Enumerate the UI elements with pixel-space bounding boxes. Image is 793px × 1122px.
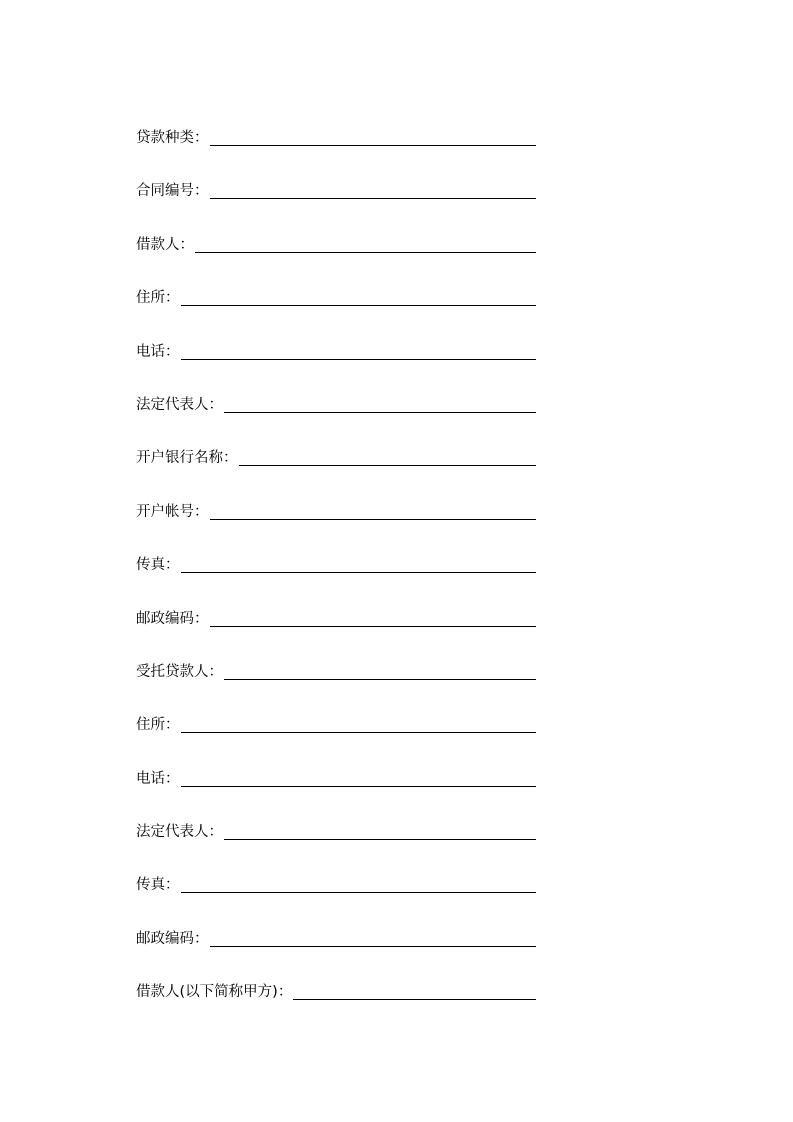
field-label: 开户银行名称：	[136, 450, 238, 467]
blank-line[interactable]	[181, 304, 537, 306]
blank-line[interactable]	[210, 144, 537, 146]
field-lender-address	[136, 682, 536, 735]
field-fax	[136, 522, 536, 575]
field-label: 借款人(以下简称甲方)：	[136, 984, 293, 1001]
field-bank-name	[136, 415, 536, 468]
field-phone	[136, 308, 536, 361]
field-postal-code	[136, 575, 536, 628]
field-label: 传真：	[136, 557, 180, 574]
field-label: 电话：	[136, 343, 180, 360]
field-lender-phone	[136, 735, 536, 788]
blank-line[interactable]	[293, 998, 536, 1000]
blank-line[interactable]	[181, 891, 537, 893]
field-label: 住所：	[136, 717, 180, 734]
field-label: 住所：	[136, 290, 180, 307]
field-loan-type	[136, 128, 536, 148]
field-label: 法定代表人：	[136, 824, 223, 841]
field-entrusted-lender	[136, 629, 536, 682]
field-label: 受托贷款人：	[136, 663, 223, 680]
blank-line[interactable]	[210, 518, 537, 520]
field-account-number	[136, 468, 536, 521]
field-borrower	[136, 201, 536, 254]
field-label: 邮政编码：	[136, 930, 209, 947]
field-borrower-party-a	[136, 949, 536, 1002]
blank-line[interactable]	[224, 678, 536, 680]
blank-line[interactable]	[181, 571, 537, 573]
blank-line[interactable]	[210, 945, 537, 947]
field-label: 电话：	[136, 770, 180, 787]
field-label: 传真：	[136, 877, 180, 894]
field-lender-postal-code	[136, 895, 536, 948]
field-label: 邮政编码：	[136, 610, 209, 627]
field-label: 法定代表人：	[136, 396, 223, 413]
field-contract-number	[136, 148, 536, 201]
blank-line[interactable]	[181, 731, 537, 733]
field-lender-fax	[136, 842, 536, 895]
field-label: 贷款种类：	[136, 130, 209, 146]
field-legal-representative	[136, 362, 536, 415]
form-fields	[136, 128, 536, 1002]
blank-line[interactable]	[224, 838, 536, 840]
field-lender-legal-representative	[136, 789, 536, 842]
blank-line[interactable]	[181, 358, 537, 360]
blank-line[interactable]	[239, 464, 537, 466]
blank-line[interactable]	[224, 411, 536, 413]
blank-line[interactable]	[181, 785, 537, 787]
field-label: 合同编号：	[136, 183, 209, 200]
blank-line[interactable]	[195, 251, 536, 253]
field-label: 开户帐号：	[136, 503, 209, 520]
blank-line[interactable]	[210, 197, 537, 199]
field-address	[136, 255, 536, 308]
field-label: 借款人：	[136, 236, 194, 253]
blank-line[interactable]	[210, 625, 537, 627]
